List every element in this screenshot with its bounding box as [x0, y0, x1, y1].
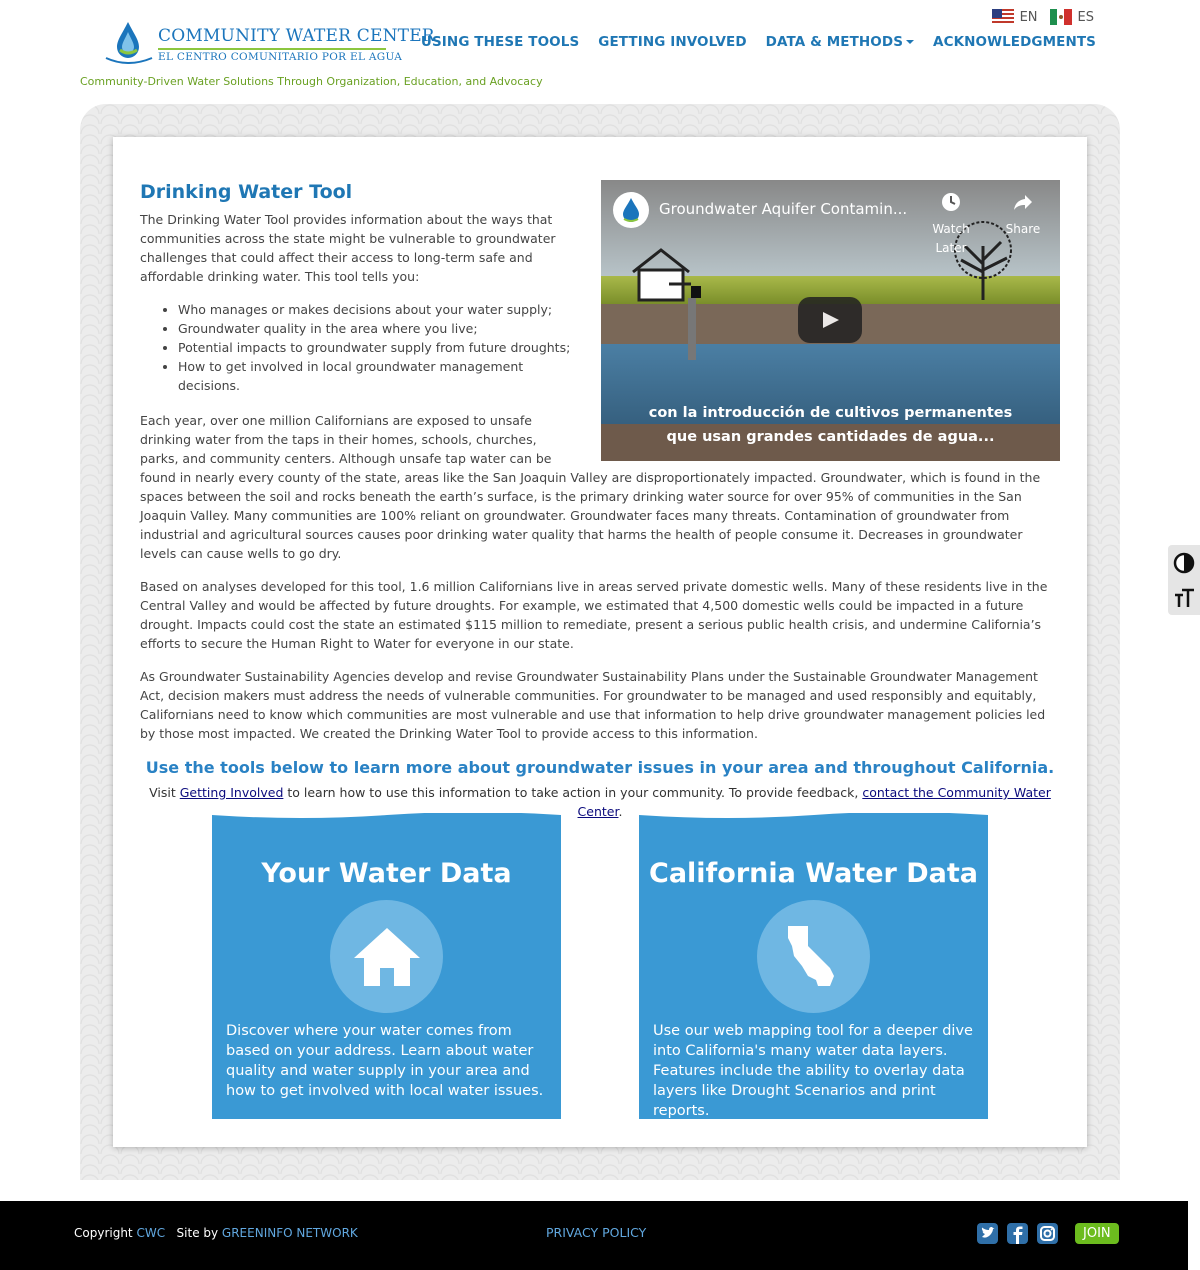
- video-player[interactable]: [601, 180, 1060, 461]
- well-pipe: [688, 298, 696, 360]
- language-en-label: EN: [1019, 9, 1038, 25]
- contact-cwc-link[interactable]: contact the Community Water Center: [577, 785, 1051, 819]
- logo-title: COMMUNITY WATER CENTER: [158, 26, 435, 46]
- getting-involved-link[interactable]: Getting Involved: [179, 785, 284, 800]
- join-button[interactable]: JOIN: [1075, 1223, 1119, 1244]
- cta-suffix: .: [618, 804, 623, 819]
- main-nav: [421, 34, 1096, 50]
- nav-using-these-tools[interactable]: USING THESE TOOLS: [420, 34, 580, 50]
- site-footer: [0, 1201, 1188, 1270]
- tile-wave-edge: [639, 811, 988, 829]
- tile-wave-edge: [212, 811, 561, 829]
- footer-credits: [74, 1226, 358, 1240]
- house-illustration-icon: [629, 246, 701, 302]
- nav-acknowledgments[interactable]: ACKNOWLEDGMENTS: [933, 34, 1096, 50]
- cta-middle: to learn how to use this information to take action in your community. To provide feedback,: [283, 785, 863, 800]
- social-links: [977, 1223, 1119, 1244]
- language-es-label: ES: [1077, 9, 1094, 25]
- facebook-icon[interactable]: [1007, 1223, 1028, 1244]
- intro-paragraph: The Drinking Water Tool provides information about the ways that communities across the state might be vulnerable to groundwater challenges that could affect their access to long-term safe and affordable drinking water. This tool tells you:: [140, 212, 556, 284]
- language-es[interactable]: [1050, 9, 1094, 25]
- logo-subtitle: EL CENTRO COMUNITARIO POR EL AGUA: [158, 51, 403, 63]
- nav-data-methods[interactable]: [766, 34, 914, 50]
- main-content: [140, 180, 1060, 821]
- cwc-logo[interactable]: [104, 20, 435, 64]
- tile-title: California Water Data: [649, 858, 978, 889]
- text-size-icon: [1173, 587, 1195, 609]
- contrast-icon: [1173, 552, 1195, 574]
- copyright-prefix: Copyright: [74, 1226, 137, 1240]
- logo-divider: [158, 48, 386, 50]
- language-switcher: [992, 9, 1094, 25]
- language-en[interactable]: [992, 9, 1038, 25]
- california-water-data-tile[interactable]: [639, 813, 988, 1119]
- body-paragraph-3: As Groundwater Sustainability Agencies develop and revise Groundwater Sustainability Plans under the Sustainable Groundwater Management Act, decision makers must address the needs of vulnerable communities. For groundwater to be managed and used responsibly and equitably, Californians need to know which communities are most vulnerable and use that information to help drive groundwater management policies led by those most impacted. We created the Drinking Water Tool to provide access to this information.: [140, 669, 1046, 741]
- list-item: • Groundwater quality in the area where you live;: [178, 319, 1060, 338]
- your-water-data-tile[interactable]: [212, 813, 561, 1119]
- tagline: Community-Driven Water Solutions Through Organization, Education, and Advocacy: [80, 75, 543, 88]
- list-item: • Who manages or makes decisions about your water supply;: [178, 300, 1060, 319]
- share-button[interactable]: [993, 192, 1053, 239]
- site-header: [0, 0, 1200, 104]
- twitter-icon[interactable]: [977, 1223, 998, 1244]
- share-label: Share: [1005, 222, 1041, 236]
- greeninfo-link[interactable]: GREENINFO NETWORK: [221, 1226, 358, 1240]
- accessibility-toolbar: [1168, 545, 1200, 615]
- list-item: • How to get involved in local groundwater management decisions.: [178, 357, 1060, 395]
- instagram-icon[interactable]: [1037, 1223, 1058, 1244]
- cta-heading: Use the tools below to learn more about groundwater issues in your area and throughout California.: [145, 758, 1055, 777]
- watch-later-button[interactable]: [921, 192, 981, 258]
- chevron-down-icon: [906, 40, 914, 44]
- tile-description: Discover where your water comes from based on your address. Learn about water quality and water supply in your area and how to get involved with local water issues.: [226, 1023, 544, 1099]
- clock-icon: [941, 192, 961, 212]
- us-flag-icon: [992, 9, 1014, 25]
- nav-getting-involved[interactable]: GETTING INVOLVED: [598, 34, 747, 50]
- contrast-toggle[interactable]: [1168, 545, 1200, 580]
- tile-icon-circle: [757, 900, 870, 1013]
- watch-later-label: Watch Later: [932, 222, 970, 255]
- tile-title: Your Water Data: [261, 858, 512, 889]
- site-by-prefix: Site by: [176, 1226, 222, 1240]
- california-map-icon: [784, 924, 844, 990]
- video-caption-line2: que usan grandes cantidades de agua...: [666, 429, 995, 445]
- privacy-policy-link[interactable]: PRIVACY POLICY: [546, 1225, 647, 1240]
- video-title[interactable]: Groundwater Aquifer Contamin...: [659, 200, 908, 218]
- channel-avatar[interactable]: [613, 192, 649, 228]
- play-button-icon[interactable]: [798, 297, 862, 343]
- nav-data-methods-label: DATA & METHODS: [765, 34, 904, 50]
- water-drop-logo-icon: [104, 20, 154, 64]
- page-title: Drinking Water Tool: [140, 181, 353, 203]
- share-arrow-icon: [1013, 192, 1033, 212]
- video-caption-line1: con la introducción de cultivos permanentes: [648, 405, 1013, 421]
- body-paragraph-1: Each year, over one million Californians are exposed to unsafe drinking water from the taps in their homes, schools, churches, parks, and community centers. Although unsafe tap water can be found in nearly every county of the state, areas like the San Joaquin Valley are disproportionately impacted. Groundwater, which is found in the spaces between the soil and rocks beneath the earth’s surface, is the primary drinking water source for over 95% of communities in the San Joaquin Valley. Many communities are 100% reliant on groundwater. Groundwater faces many threats. Contamination of groundwater from industrial and agricultural sources causes poor drinking water quality that harms the health of people consume it. Decreases in groundwater levels can cause wells to go dry.: [140, 413, 1041, 561]
- house-icon: [352, 926, 422, 988]
- water-drop-icon: [620, 197, 642, 223]
- mexico-flag-icon: [1050, 9, 1072, 25]
- tile-icon-circle: [330, 900, 443, 1013]
- tile-description: Use our web mapping tool for a deeper dive into California's many water data layers. Features include the ability to overlay data layers like Drought Scenarios and print reports.: [653, 1023, 973, 1119]
- body-paragraph-2: Based on analyses developed for this tool, 1.6 million Californians live in areas served private domestic wells. Many of these residents live in the Central Valley and would be affected by future droughts. For example, we estimated that 4,500 domestic wells could be impacted in a future drought. Impacts could cost the state an estimated $115 million to remediate, present a serious public health crisis, and undermine California’s efforts to secure the Human Right to Water for everyone in our state.: [140, 579, 1048, 651]
- cwc-link[interactable]: CWC: [136, 1226, 166, 1240]
- list-item: • Potential impacts to groundwater supply from future droughts;: [178, 338, 1060, 357]
- cta-prefix: Visit: [149, 785, 180, 800]
- text-size-toggle[interactable]: [1168, 580, 1200, 615]
